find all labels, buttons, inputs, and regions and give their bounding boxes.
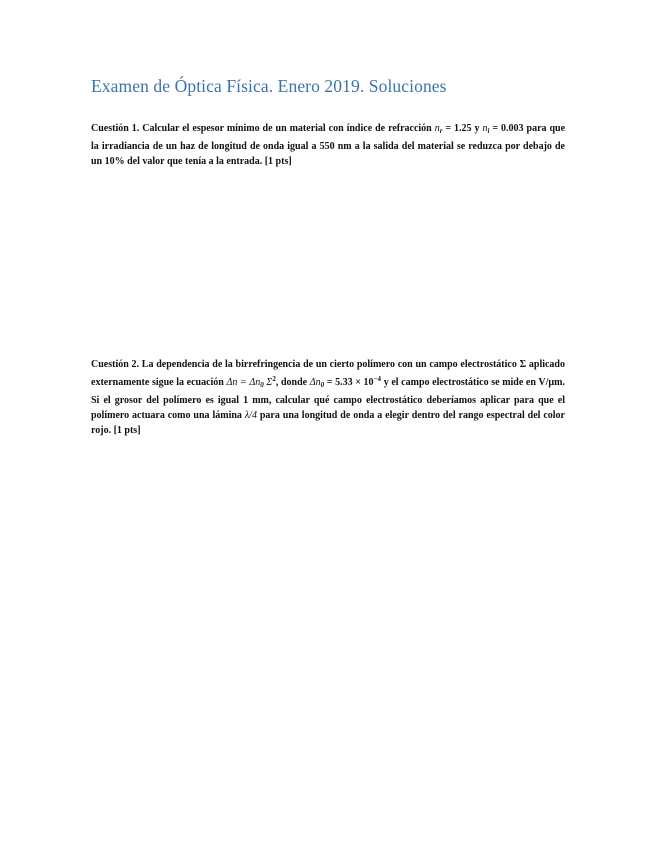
nr-symbol: n xyxy=(434,123,440,134)
question-2-text-b: , donde xyxy=(275,377,310,388)
question-2-text-d: para una longitud de onda a elegir dentro del rango espectral del color rojo. [1 pts] xyxy=(91,410,565,436)
constant-value: = 5.33 × 10 xyxy=(324,377,374,388)
nr-subscript: r xyxy=(439,127,443,135)
constant-subscript: 0 xyxy=(320,381,325,389)
question-2-text-a: La dependencia de la birrefringencia de un cierto polímero con un campo electrostático Σ aplicado externamente sigue la ecuación xyxy=(91,359,565,388)
connector: y xyxy=(471,123,483,134)
question-2 xyxy=(91,357,565,438)
question-2-label: Cuestión 2. xyxy=(91,359,140,370)
document-title: Examen de Óptica Física. Enero 2019. Soluciones xyxy=(91,76,447,96)
question-2-text-c: y el campo electrostático se mide en V/µm. Si el grosor del polímero es igual 1 mm, calcular qué campo electrostático deberíamos aplicar para que el polímero actuara como una lámina xyxy=(91,377,565,421)
lambda-quarter: λ/4 xyxy=(244,410,257,421)
question-1-text-a: Calcular el espesor mínimo de un material con índice de refracción xyxy=(142,123,435,134)
ni-subscript: i xyxy=(487,127,490,135)
constant-exponent: −4 xyxy=(373,375,382,383)
question-1-label: Cuestión 1. xyxy=(91,123,140,134)
equation-superscript: 2 xyxy=(272,375,276,383)
ni-symbol: n xyxy=(482,123,488,134)
equation-lhs: Δn = Δn xyxy=(226,377,261,388)
equation-tail: Σ xyxy=(263,377,273,388)
ni-value: = 0.003 xyxy=(489,123,524,134)
question-1-text-b: para que la irradiancia de un haz de longitud de onda igual a 550 nm a la salida del material se reduzca por debajo de un 10% del valor que tenía a la entrada. [1 pts] xyxy=(91,123,566,167)
equation-subscript: 0 xyxy=(260,381,264,389)
nr-value: = 1.25 xyxy=(442,123,472,134)
constant-symbol: Δn xyxy=(309,377,321,388)
question-1 xyxy=(91,121,565,169)
